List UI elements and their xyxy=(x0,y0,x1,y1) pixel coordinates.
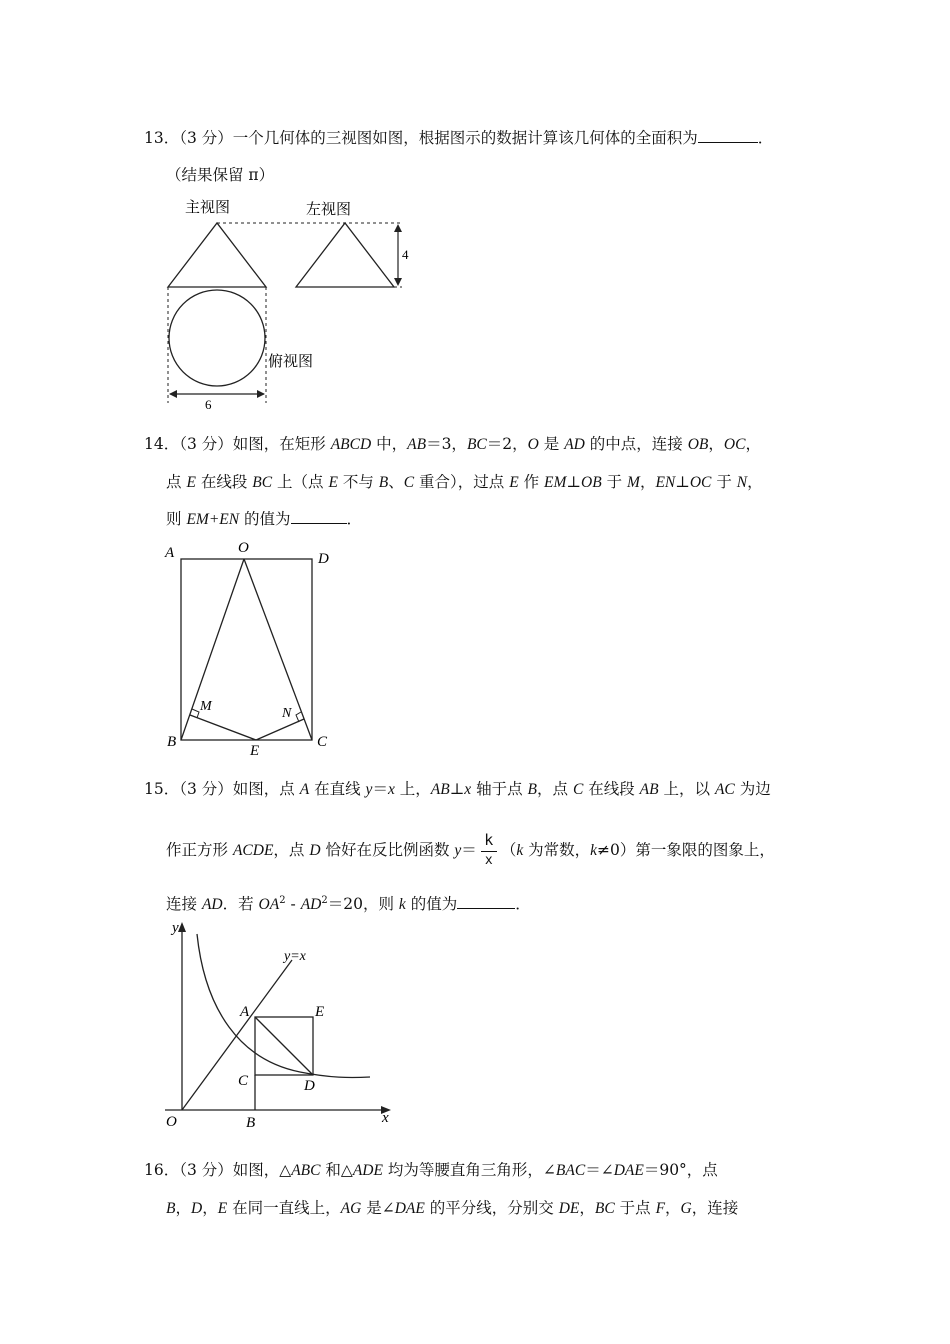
q14-figure xyxy=(160,538,340,758)
label-a: A xyxy=(240,1004,250,1020)
arrow-head-right xyxy=(257,390,265,398)
label-c: C xyxy=(317,734,328,750)
q14-line-1: 14．（3 分）如图，在矩形 ABCD 中，AB＝3，BC＝2，O 是 AD 的中点，连接 OB，OC， xyxy=(144,435,761,453)
label-front-view: 主视图 xyxy=(185,200,231,216)
label-y: y xyxy=(172,920,179,936)
top-view-circle xyxy=(169,290,265,386)
label-y-equals-x: y=x xyxy=(284,949,306,964)
segment-ob xyxy=(181,559,244,740)
left-view-triangle xyxy=(296,223,394,287)
question-number: 16． xyxy=(144,1161,180,1179)
segment-oc xyxy=(244,559,312,740)
question-number: 14． xyxy=(144,435,180,453)
question-number: 13． xyxy=(144,129,180,147)
width-label: 6 xyxy=(205,397,212,412)
label-m: M xyxy=(200,699,212,714)
answer-blank[interactable] xyxy=(291,509,347,524)
label-e: E xyxy=(250,743,260,759)
label-x: x xyxy=(382,1110,389,1126)
note: （结果保留 π） xyxy=(166,166,275,184)
q13-figure xyxy=(160,195,440,410)
arrow-head-down xyxy=(394,278,402,286)
fraction-k-over-x: $\frac{k}{x}$ xyxy=(479,831,499,871)
q14-line-2: 点 E 在线段 BC 上（点 E 不与 B、C 重合），过点 E 作 EM⊥OB 于 M，EN⊥OC 于 N， xyxy=(166,473,763,491)
q13-line-2 xyxy=(166,165,274,185)
arrow-head-up xyxy=(394,224,402,232)
label-top-view: 俯视图 xyxy=(268,354,314,370)
q16-line-1: 16．（3 分）如图，△ABC 和△ADE 均为等腰直角三角形，∠BAC＝∠DAE＝90°，点 xyxy=(144,1161,718,1179)
score: （3 分） xyxy=(179,780,233,798)
front-view-triangle xyxy=(168,223,266,287)
score: （3 分） xyxy=(179,435,233,453)
answer-blank[interactable] xyxy=(457,894,515,909)
label-b: B xyxy=(246,1115,256,1131)
label-a: A xyxy=(165,545,175,561)
segment-em xyxy=(190,715,256,740)
segment-ad xyxy=(255,1017,313,1075)
q14-line-3: 则 EM+EN 的值为 ． xyxy=(166,510,363,528)
label-d: D xyxy=(318,551,329,567)
label-d: D xyxy=(304,1078,315,1094)
score: （3 分） xyxy=(179,129,233,147)
label-b: B xyxy=(167,734,177,750)
label-o: O xyxy=(238,540,249,556)
segment-en xyxy=(256,719,304,740)
q16-line-2: B，D，E 在同一直线上，AG 是∠DAE 的平分线，分别交 DE，BC 于点 F，G，连接 xyxy=(166,1199,739,1217)
q13-line-1: 13．（3 分）一个几何体的三视图如图，根据图示的数据计算该几何体的全面积为 ． xyxy=(144,129,774,147)
question-number: 15． xyxy=(144,780,180,798)
arrow-head-left xyxy=(169,390,177,398)
q15-line-1: 15．（3 分）如图，点 A 在直线 y＝x 上，AB⊥x 轴于点 B，点 C 在线段 AB 上，以 AC 为边 xyxy=(144,780,771,798)
label-o: O xyxy=(166,1114,177,1130)
q15-line-3: 连接 AD．若 $OA^2 - AD^2=20$，则 k 的值为 ． xyxy=(166,895,531,914)
score: （3 分） xyxy=(179,1161,233,1179)
line-y-equals-x xyxy=(182,960,292,1110)
label-c: C xyxy=(238,1073,249,1089)
label-n: N xyxy=(282,706,292,721)
q15-line-2: 作正方形 ACDE，点 D 恰好在反比例函数 y＝ $\frac{k}{x}$ （k 为常数，k≠0）第一象限的图象上， xyxy=(166,830,775,871)
answer-blank[interactable] xyxy=(698,128,758,143)
height-label: 4 xyxy=(402,247,409,262)
q15-figure xyxy=(160,918,400,1143)
label-e: E xyxy=(315,1004,325,1020)
label-left-view: 左视图 xyxy=(306,202,352,218)
question-text: 一个几何体的三视图如图，根据图示的数据计算该几何体的全面积为 xyxy=(232,129,698,147)
y-axis-arrow xyxy=(178,922,186,932)
